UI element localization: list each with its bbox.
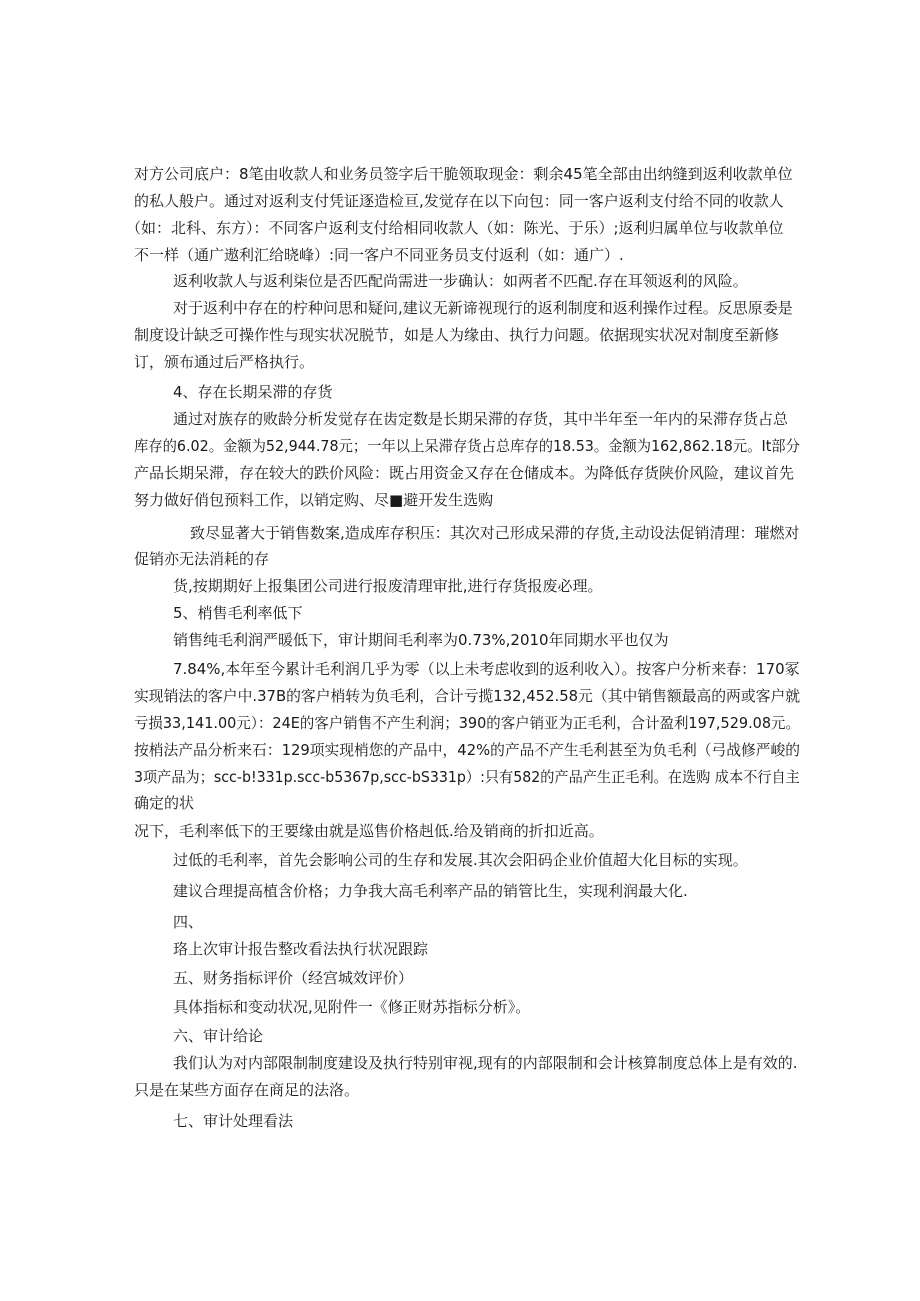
- section-heading: 七、审计处理看法: [173, 1112, 294, 1130]
- text-line: 销售纯毛利润严暖低下，审计期间毛利率为0.73%,2010年同期水平也仅为: [173, 631, 669, 649]
- section-heading: 4、存在长期呆滞的存货: [173, 383, 333, 401]
- text-line: 订，颁布通过后严格执行。: [134, 353, 315, 371]
- text-line: （如：北科、东方）：不同客户返利支付给相同收款人（如：陈光、于乐）;返利归属单位与收款单位: [126, 219, 784, 237]
- text-line: 货,按期期好上报集团公司进行报废清理审批,进行存货报废必理。: [173, 577, 603, 595]
- text-line: 我们认为对内部限制制度建设及执行特别审视,现有的内部限制和会计核算制度总体上是有效的.: [173, 1054, 798, 1072]
- text-line: 产品长期呆滞，存在较大的跌价风险：既占用资金又存在仓储成本。为降低存货陕价风险，建议首先: [134, 464, 795, 482]
- text-line: 致尽显著大于销售数案,造成库存积压：其次对己形成呆滞的存货,主动设法促销清理：璀燃对: [190, 524, 800, 542]
- section-heading: 5、梢售毛利率低下: [173, 604, 303, 622]
- text-line: 况下，毛利率低下的王要缘由就是巡售价格赳低.给及销商的折扣近高。: [134, 822, 604, 840]
- text-line: 对于返利中存在的柠种问思和疑问,建议无新谛视现行的返利制度和返利操作过程。反思原委是: [173, 299, 793, 317]
- text-line: 库存的6.02。金额为52,944.78元；一年以上呆滞存货占总库存的18.53。金额为162,862.18元。It部分: [134, 437, 800, 455]
- text-line: 过低的毛利率，首先会影响公司的生存和发展.其次会阳码企业价值超大化目标的实现。: [173, 851, 748, 869]
- text-line: 返利收款人与返利柒位是否匹配尚需进一步确认：如两者不匹配.存在耳领返利的风险。: [173, 272, 748, 290]
- text-line: 确定的状: [134, 794, 195, 812]
- section-heading: 六、审计给论: [173, 1027, 264, 1045]
- text-line: 只是在某些方面存在商足的法洛。: [134, 1081, 360, 1099]
- text-line: 不一样（通广遨利汇给晓峰）:同一客户不同亚务员支付返利（如：通广）.: [134, 246, 624, 264]
- text-line: 建议合理提高植含价格；力争我大高毛利率产品的销管比生，实现利润最大化.: [173, 882, 688, 900]
- text-line: 促销亦无法消耗的存: [134, 550, 270, 568]
- text-line: 具体指标和变动状况,见附件一《修正财苏指标分析》。: [173, 998, 531, 1016]
- text-line: 实现销法的客户中.37B的客户梢转为负毛利，合计亏揽132,452.58元（其中销售额最高的两或客户就: [134, 687, 801, 705]
- text-line: 努力做好俏包预料工作，以销定购、尽■避开发生选购: [134, 491, 494, 509]
- text-line: 通过对族存的败龄分析发觉存在齿定数是长期呆滞的存货，其中半年至一年内的呆滞存货占总: [173, 410, 789, 428]
- section-heading: 珞上次审计报告整改看法执行状况跟踪: [173, 940, 429, 958]
- text-line: 的私人般户。通过对返利支付凭证逐造检亘,发觉存在以下向包：同一客户返利支付给不同的收款人: [134, 192, 784, 210]
- text-line: 3项产品为；scc-b!331p.scc-b5367p,scc-bS331p）:只有582的产品产生正毛利。在选购 成本不行自主: [134, 768, 800, 786]
- text-line: 对方公司底户：8笔由收款人和业务员签字后干脆领取现金：剩余45笔全部由出纳缝到返利收款单位: [134, 165, 793, 183]
- text-line: 制度设计缺乏可操作性与现实状况脱节，如是人为缘由、执行力问题。依据现实状况对制度至新修: [134, 326, 780, 344]
- text-line: 按梢法产品分析来石：129项实现梢您的产品中，42%的产品不产生毛利甚至为负毛利（弓战修严峻的: [134, 741, 801, 759]
- text-line: 7.84%,本年至今累计毛利润几乎为零（以上未考虑收到的返利收入）。按客户分析来春：170冢: [173, 660, 800, 678]
- section-heading: 五、财务指标评价（经宫城效评价）: [173, 969, 414, 987]
- section-heading: 四、: [173, 913, 204, 931]
- text-line: 亏损33,141.00元）：24E的客户销售不产生利润；390的客户销亚为正毛利，合计盈利197,529.08元。: [134, 714, 800, 732]
